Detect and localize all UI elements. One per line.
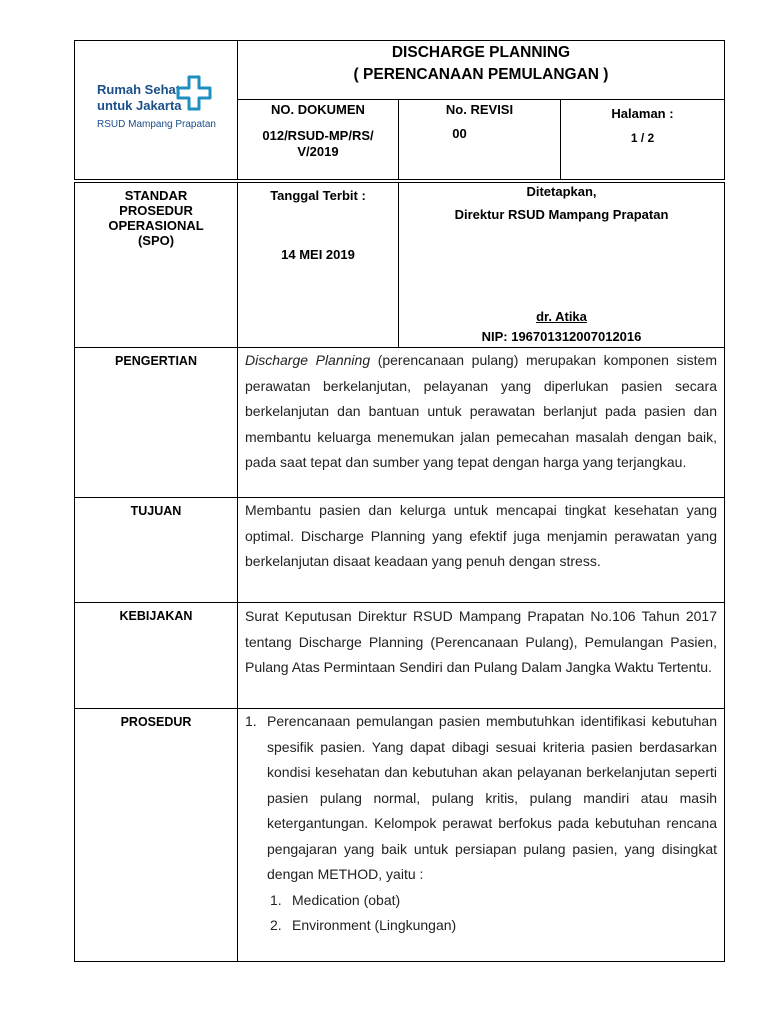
- issue-date-value: 14 MEI 2019: [281, 247, 355, 262]
- doc-no-cell: [238, 100, 399, 180]
- header-table: [74, 40, 725, 180]
- prosedur-item-text: Perencanaan pemulangan pasien membutuhkan identifikasi kebutuhan spesifik pasien. Yang dapat dibagi sesuai kriteria pasien berdasarkan kondisi kesehatan dan kebutuhan akan pelayanan berkelanjutan seperti pasien pulang normal, pulang kritis, pulang mandiri atau masih ketergantungan. Kelompok perawat berfokus pada kebutuhan rencana pengajaran yang baik untuk persiapan pulang pasien, yang disingkat dengan METHOD, yaitu :: [267, 713, 717, 882]
- method-item-number: 2.: [270, 917, 282, 933]
- logo-line3: RSUD Mampang Prapatan: [97, 119, 216, 130]
- document-title: [238, 41, 725, 100]
- revision-cell: [399, 100, 561, 180]
- pengertian-text: [238, 348, 725, 498]
- title-line1: DISCHARGE PLANNING: [391, 44, 571, 61]
- logo-cell: [75, 41, 238, 180]
- prosedur-item: [245, 709, 717, 888]
- tujuan-text: Membantu pasien dan kelurga untuk mencapai tingkat kesehatan yang optimal. Discharge Planning yang efektif juga menjamin perawatan yang berkelanjutan disaat keadaan yang penuh dengan stress.: [238, 498, 725, 603]
- page-cell: [561, 100, 725, 180]
- method-item-text: Environment (Lingkungan): [292, 917, 457, 933]
- tujuan-label: TUJUAN: [75, 498, 238, 603]
- method-item: [245, 913, 717, 939]
- approval-cell: [399, 183, 725, 348]
- method-item-text: Medication (obat): [292, 891, 401, 908]
- method-item-number: 1.: [270, 891, 282, 908]
- medical-cross-icon: [175, 74, 213, 112]
- hospital-logo: [97, 80, 237, 140]
- doc-no-label: NO. DOKUMEN: [271, 102, 365, 117]
- approved-label: Ditetapkan,: [526, 184, 597, 199]
- logo-line2: untuk Jakarta: [97, 98, 182, 113]
- spo-label: STANDAR PROSEDUR OPERASIONAL (SPO): [75, 183, 238, 348]
- spo-table: [74, 182, 725, 962]
- revision-label: No. REVISI: [445, 102, 514, 117]
- prosedur-content: [238, 709, 725, 962]
- logo-line1: Rumah Sehat: [97, 82, 181, 97]
- revision-value: 00: [452, 126, 467, 141]
- title-line2: ( PERENCANAAN PEMULANGAN ): [353, 66, 609, 83]
- issue-date-label: Tanggal Terbit :: [270, 188, 366, 203]
- issue-date-cell: [238, 183, 399, 348]
- pengertian-body: (perencanaan pulang) merupakan komponen sistem perawatan berkelanjutan, pelayanan yang diperlukan pasien secara berkelanjutan dan bantuan untuk perawatan berlanjut pada pasien dan membantu keluarga menemukan jalan pemecahan masalah dengan baik, pada saat tepat dan sumber yang tepat dengan harga yang terjangkau.: [245, 352, 718, 470]
- pengertian-label: PENGERTIAN: [75, 348, 238, 498]
- method-item: [245, 888, 717, 914]
- pengertian-italic: Discharge Planning: [245, 352, 371, 368]
- signer-name: dr. Atika: [536, 309, 587, 324]
- sop-document: [74, 40, 724, 962]
- prosedur-item-number: 1.: [245, 713, 257, 729]
- page-value: 1 / 2: [630, 131, 655, 145]
- signer-nip: NIP: 196701312007012016: [481, 329, 642, 344]
- page-label: Halaman :: [611, 106, 674, 121]
- prosedur-label: PROSEDUR: [75, 709, 238, 962]
- kebijakan-label: KEBIJAKAN: [75, 603, 238, 709]
- doc-no-value: 012/RSUD-MP/RS/ V/2019: [262, 128, 374, 159]
- kebijakan-text: Surat Keputusan Direktur RSUD Mampang Prapatan No.106 Tahun 2017 tentang Discharge Planning (Perencanaan Pulang), Pemulangan Pasien, Pulang Atas Permintaan Sendiri dan Pulang Dalam Jangka Waktu Tertentu.: [238, 603, 725, 709]
- approver-title: Direktur RSUD Mampang Prapatan: [454, 207, 669, 222]
